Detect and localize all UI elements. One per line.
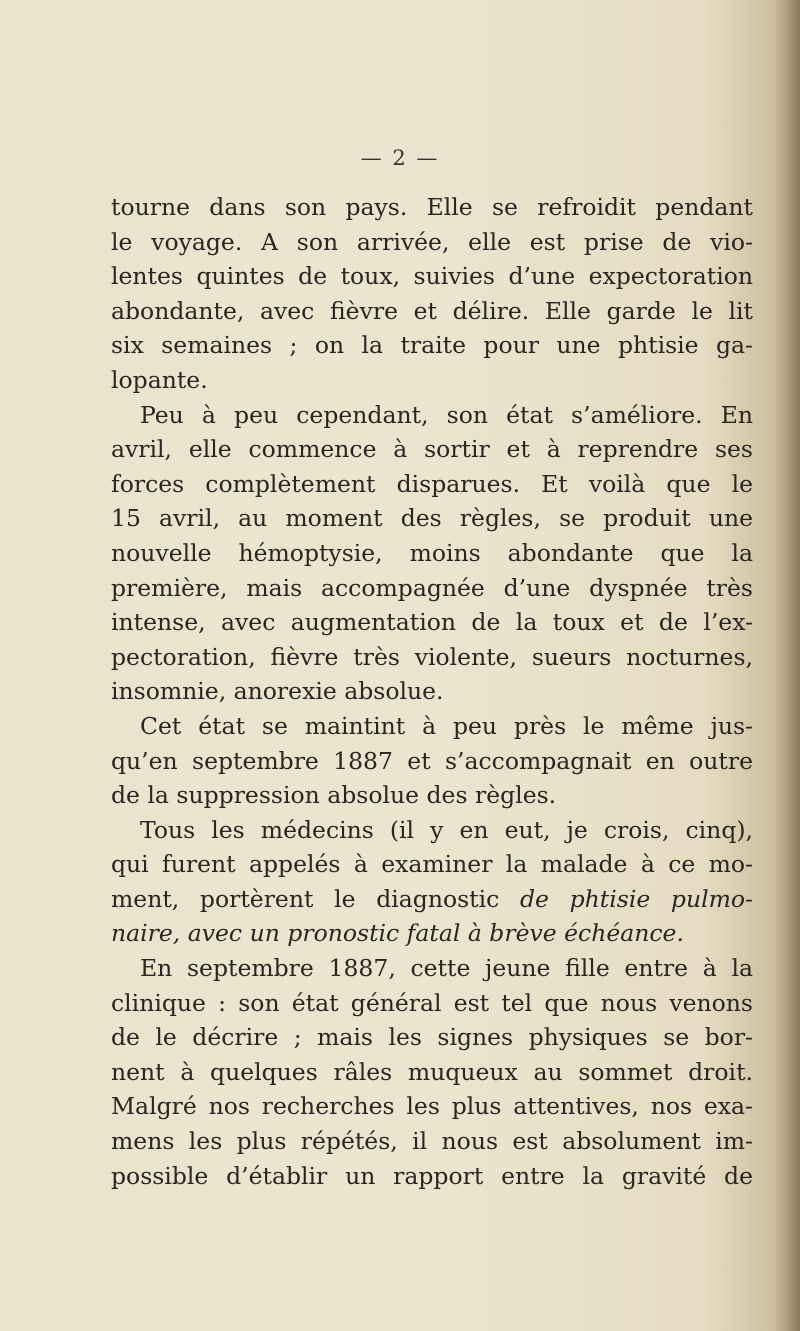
text-line: En septembre 1887, cette jeune fille entre à la	[140, 954, 753, 983]
text-line: Tous les médecins (il y en eut, je crois, cinq),	[140, 815, 753, 844]
text-line: première, mais accompagnée d’une dyspnée très	[111, 573, 753, 602]
text-line: clinique : son état général est tel que nous venons	[111, 988, 753, 1017]
text-line: forces complètement disparues. Et voilà que le	[111, 469, 753, 498]
text-line: nouvelle hémoptysie, moins abondante que la	[111, 538, 753, 567]
text-line: possible d’établir un rapport entre la gravité de	[111, 1161, 753, 1190]
text-line: nent à quelques râles muqueux au sommet droit.	[111, 1057, 753, 1086]
text-line: qu’en septembre 1887 et s’accompagnait en outre	[111, 746, 753, 775]
italic-text: naire, avec un pronostic fatal à brève échéance.	[111, 919, 684, 948]
text-line: 15 avril, au moment des règles, se produit une	[111, 504, 753, 533]
text-line: intense, avec augmentation de la toux et de l’ex-	[111, 608, 753, 637]
text-line: ment, portèrent le diagnostic de phtisie pulmo-	[111, 884, 753, 913]
text-line: Cet état se maintint à peu près le même jus-	[140, 711, 753, 740]
text-line: abondante, avec fièvre et délire. Elle garde le lit	[111, 296, 753, 325]
text-line: qui furent appelés à examiner la malade à ce mo-	[111, 850, 753, 879]
text-line: avril, elle commence à sortir et à reprendre ses	[111, 435, 753, 464]
text-line: pectoration, fièvre très violente, sueurs nocturnes,	[111, 642, 753, 671]
page-edge-shadow	[774, 0, 800, 1331]
text-line: tourne dans son pays. Elle se refroidit pendant	[111, 193, 753, 221]
text-line: insomnie, anorexie absolue.	[111, 677, 444, 706]
text-line: mens les plus répétés, il nous est absolument im-	[111, 1127, 753, 1156]
text-line: lopante.	[111, 365, 208, 394]
text-line: lentes quintes de toux, suivies d’une expectoration	[111, 262, 753, 291]
text-line: de le décrire ; mais les signes physiques se bor-	[111, 1023, 753, 1052]
text-line: six semaines ; on la traite pour une phtisie ga-	[111, 331, 753, 360]
body-text	[111, 190, 753, 1193]
italic-text: de phtisie pulmo-	[519, 884, 753, 913]
text-line: Peu à peu cependant, son état s’améliore. En	[140, 400, 753, 429]
text-line: le voyage. A son arrivée, elle est prise de vio-	[111, 227, 753, 256]
text-line: Malgré nos recherches les plus attentives, nos exa-	[111, 1092, 753, 1121]
page-number: — 2 —	[360, 146, 440, 170]
text-line: de la suppression absolue des règles.	[111, 781, 557, 810]
text-line	[111, 916, 753, 951]
